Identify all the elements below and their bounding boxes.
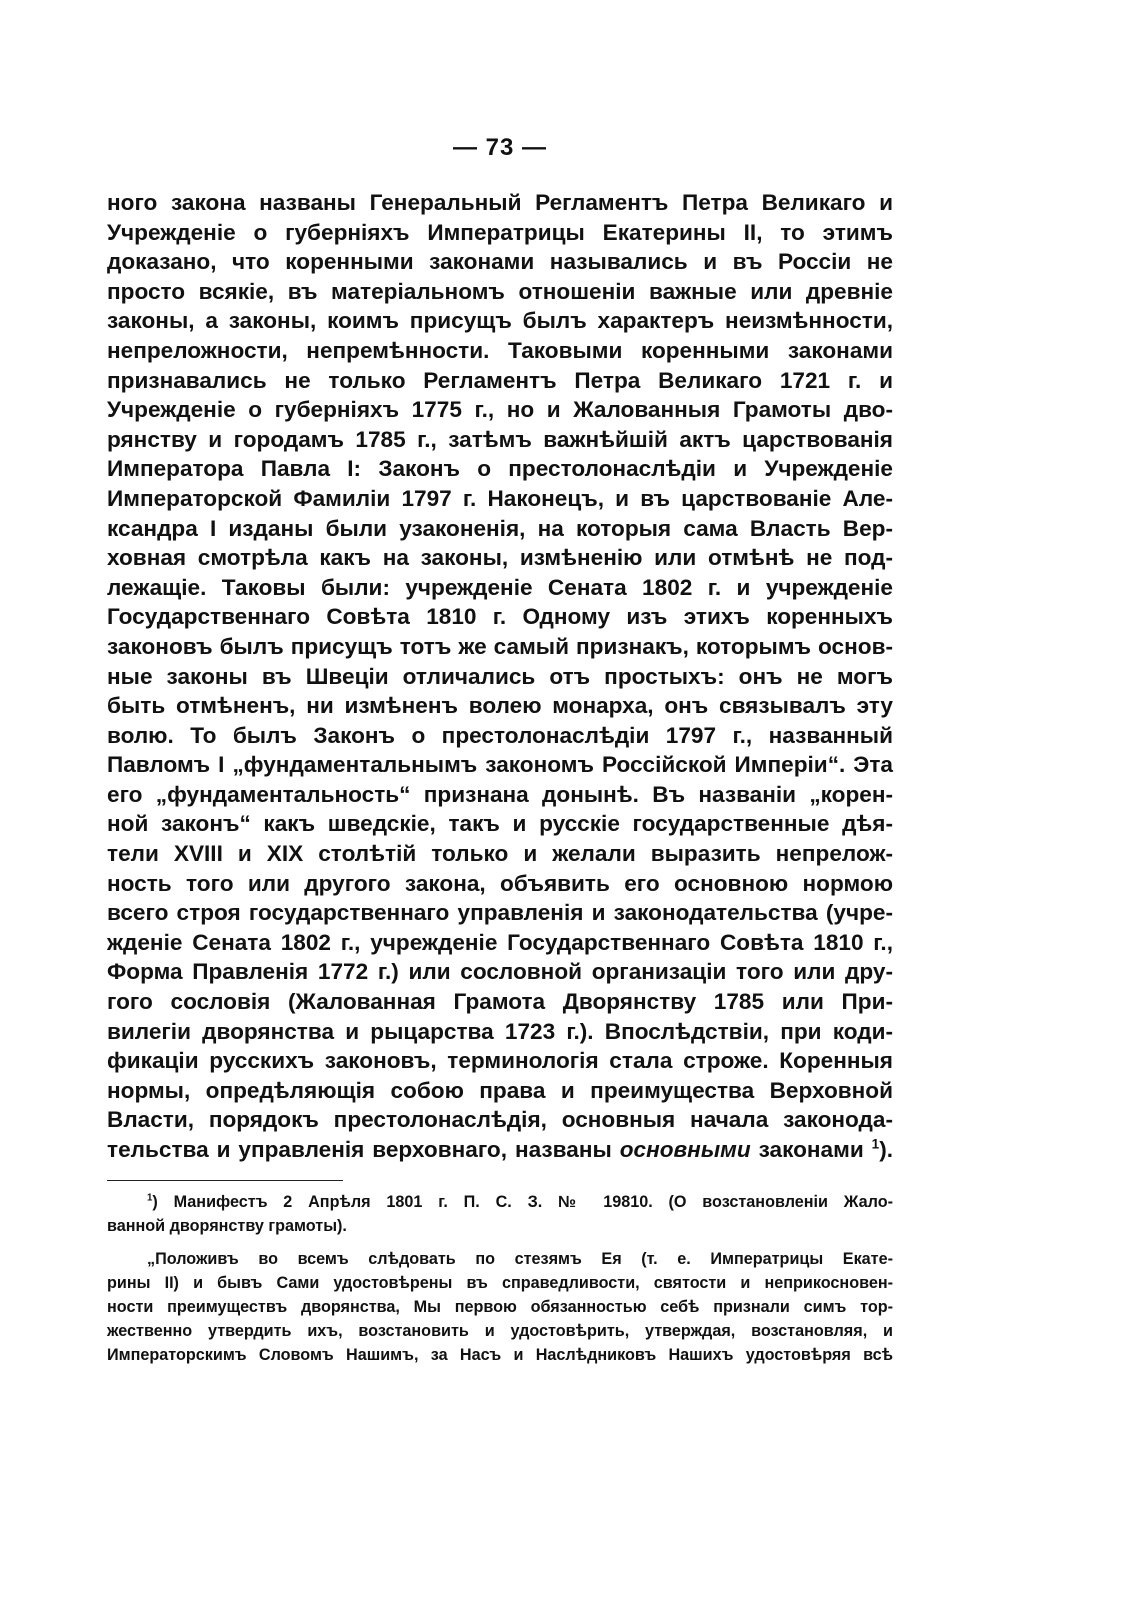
text-line: вилегіи дворянства и рыцарства 1723 г.). Впослѣдствіи, при коди- [107, 1018, 893, 1044]
text-line: Императорской Фамиліи 1797 г. Наконецъ, и въ царствованіе Але- [107, 485, 893, 511]
footnote-line: жественно утвердить ихъ, возстановить и удостовѣрить, утверждая, возстановляя, и [107, 1322, 893, 1340]
text-line: Власти, порядокъ престолонаслѣдія, основныя начала законода- [107, 1107, 893, 1133]
text-line: Павломъ I „фундаментальнымъ закономъ Россійской Имперіи“. Эта [107, 752, 893, 778]
text-line: Учрежденіе о губерніяхъ 1775 г., но и Жалованныя Грамоты дво- [107, 397, 893, 423]
text-line: нормы, опредѣляющія собою права и преимущества Верховной [107, 1077, 893, 1103]
footnote-divider [107, 1180, 343, 1181]
text-line: Форма Правленія 1772 г.) или сословной организаціи того или дру- [107, 959, 893, 985]
main-text [107, 188, 893, 1165]
text-line: ные законы въ Швеціи отличались отъ простыхъ: онъ не могъ [107, 663, 893, 689]
text-line: ность того или другого закона, объявить его основною нормою [107, 870, 893, 896]
footnote-marker: 1 [147, 1192, 153, 1204]
text-line: законы, а законы, коимъ присущъ былъ характеръ неизмѣнности, [107, 308, 893, 334]
text-line: всего строя государственнаго управленія и законодательства (учре- [107, 900, 893, 926]
text-line: доказано, что коренными законами назывались и въ Россіи не [107, 249, 893, 275]
footnote-line: „Положивъ во всемъ слѣдовать по стезямъ Ея (т. е. Императрицы Екате- [147, 1250, 893, 1268]
footnote-quote [107, 1247, 893, 1367]
text-line: законовъ былъ присущъ тотъ же самый признакъ, которымъ основ- [107, 633, 893, 659]
text-line: Императора Павла I: Законъ о престолонаслѣдіи и Учрежденіе [107, 456, 893, 482]
footnote-1 [107, 1190, 893, 1238]
text-line: непреложности, непремѣнности. Таковыми коренными законами [107, 337, 893, 363]
last-line-start: тельства и управленія верховнаго, названы [107, 1137, 612, 1162]
text-line-last [107, 1135, 893, 1165]
text-line: ной законъ“ какъ шведскіе, такъ и русскіе государственные дѣя- [107, 811, 893, 837]
text-line: гого сословія (Жалованная Грамота Дворянству 1785 или При- [107, 989, 893, 1015]
footnotes [107, 1190, 893, 1376]
page-number: — 73 — [452, 134, 548, 161]
text-line: рянству и городамъ 1785 г., затѣмъ важнѣйшій актъ царствованія [107, 426, 893, 452]
text-line: лежащіе. Таковы были: учрежденіе Сената 1802 г. и учрежденіе [107, 574, 893, 600]
text-line: ксандра I изданы были узаконенія, на которыя сама Власть Вер- [107, 515, 893, 541]
footnote-line: Императорскимъ Словомъ Нашимъ, за Насъ и Наслѣдниковъ Нашихъ удостовѣряя всѣ [107, 1346, 893, 1364]
text-line: ховная смотрѣла какъ на законы, измѣненію или отмѣнѣ не под- [107, 545, 893, 571]
footnote-reference: 1 [871, 1136, 880, 1152]
text-line: просто всякіе, въ матеріальномъ отношеніи важные или древніе [107, 278, 893, 304]
footnote-line: рины II) и бывъ Сами удостовѣрены въ справедливости, святости и неприкосновен- [107, 1274, 893, 1292]
emphasis-word: основными [619, 1137, 751, 1162]
last-line-end: ). [879, 1137, 893, 1162]
footnote-line: ности преимуществъ дворянства, Мы первою обязанностью себѣ признали симъ тор- [107, 1298, 893, 1316]
footnote-line [107, 1190, 893, 1214]
text-line: его „фундаментальность“ признана донынѣ. Въ названіи „корен- [107, 781, 893, 807]
text-line: признавались не только Регламентъ Петра Великаго 1721 г. и [107, 367, 893, 393]
footnote-text: ) Манифестъ 2 Апрѣля 1801 г. П. С. З. № 19810. (О возстановленіи Жало- [152, 1193, 893, 1211]
last-line-word: законами [758, 1137, 864, 1162]
text-line: Государственнаго Совѣта 1810 г. Одному изъ этихъ коренныхъ [107, 604, 893, 630]
footnote-line: ванной дворянству грамоты). [107, 1217, 347, 1235]
text-line: волю. То былъ Законъ о престолонаслѣдіи 1797 г., названный [107, 722, 893, 748]
text-line: жденіе Сената 1802 г., учрежденіе Государственнаго Совѣта 1810 г., [107, 929, 893, 955]
text-line: Учрежденіе о губерніяхъ Императрицы Екатерины II, то этимъ [107, 219, 893, 245]
text-line: быть отмѣненъ, ни измѣненъ волею монарха, онъ связывалъ эту [107, 693, 893, 719]
text-line: ного закона названы Генеральный Регламентъ Петра Великаго и [107, 190, 893, 215]
text-line: тели XVIII и XIX столѣтій только и желали выразить непрелож- [107, 841, 893, 867]
text-line: фикаціи русскихъ законовъ, терминологія стала строже. Коренныя [107, 1048, 893, 1074]
